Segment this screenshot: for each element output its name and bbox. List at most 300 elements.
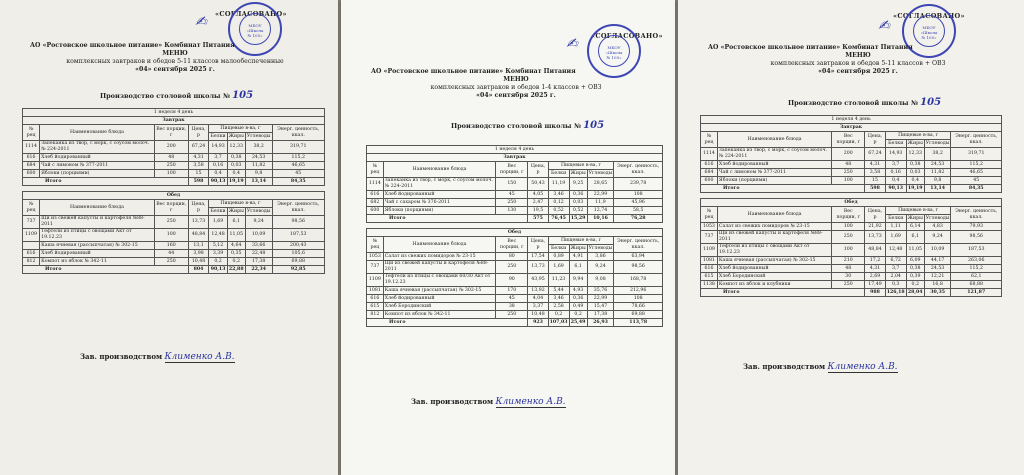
price: 4,31 [865, 265, 885, 273]
fat: 9,25 [569, 178, 587, 191]
price: 50,43 [528, 178, 548, 191]
menu-date: «04» сентября 2025 г. [476, 92, 556, 99]
menu-subtitle: комплексных завтраков и обедов 5-11 классов малообеспеченные [66, 58, 284, 65]
col-weight: Вес порции, г [496, 237, 528, 253]
col-fat: Жиры [228, 208, 244, 214]
total-price: 90,13 [885, 185, 906, 193]
col-price: Цена, р [188, 200, 209, 216]
meal-title: Обед [701, 199, 1002, 207]
carbs: 9,8 [245, 170, 272, 178]
col-rec: № рец [23, 200, 40, 216]
protein: 0,3 [885, 281, 906, 289]
col-rec: № рец [701, 132, 718, 148]
rec-number: 616 [367, 295, 384, 303]
fat: 0,39 [906, 273, 924, 281]
fat: 0,2 [569, 311, 587, 319]
table-row [23, 258, 325, 266]
price: 67,24 [865, 148, 885, 161]
dish-name: Яблоки (порциями) [717, 177, 831, 185]
total-protein: 15,29 [570, 215, 586, 221]
carbs: 16,8 [924, 281, 951, 289]
price: 4,31 [188, 154, 209, 162]
carbs: 33,66 [245, 242, 272, 250]
total-label: Итого [367, 215, 528, 223]
menu-sheet-2 [341, 0, 675, 475]
manager-signature-line [80, 352, 235, 362]
week-label: 1 неделя 4 день [23, 109, 325, 117]
col-nutrients: Пищевые в-ва, г [548, 237, 614, 245]
price: 15 [865, 177, 885, 185]
protein: 14,93 [209, 141, 227, 154]
price: 4,04 [528, 295, 548, 303]
approval-signature: ✍︎ [878, 18, 890, 34]
total-fat: 22,34 [245, 266, 272, 274]
production-label: Производство столовой школы № [451, 122, 581, 130]
protein: 5,44 [548, 287, 569, 295]
dish-name: Яблоки (порциями) [383, 207, 495, 215]
energy: 45,96 [614, 199, 663, 207]
table-row [23, 216, 325, 229]
col-nutrients: Пищевые в-ва, г [548, 162, 614, 170]
portion-weight: 250 [496, 261, 528, 274]
portion-weight: 100 [832, 177, 865, 185]
price: 13,1 [188, 242, 209, 250]
col-energy: Энерг. ценность, ккал. [614, 237, 663, 253]
carbs: 15,47 [587, 303, 614, 311]
approval-signature: ✍︎ [195, 14, 207, 30]
carbs: 12,74 [587, 207, 614, 215]
portion-weight: 250 [832, 281, 865, 289]
protein: 3,7 [885, 161, 906, 169]
portion-weight: 44 [154, 250, 188, 258]
price: 19,5 [528, 207, 548, 215]
col-weight: Вес порции, г [496, 162, 528, 178]
col-rec: № рец [23, 125, 40, 141]
dish-name: Щи из свежей капусты и картофеля №88-2011 [383, 261, 495, 274]
col-fat: Жиры [228, 133, 244, 139]
school-number: 105 [920, 97, 942, 108]
dish-name: Салат из свежих помидоров № 23-15 [383, 253, 495, 261]
col-protein: Белки [885, 215, 906, 223]
total-protein: 19,19 [907, 185, 923, 191]
price: 3,98 [188, 250, 209, 258]
portion-weight: 250 [154, 162, 188, 170]
col-protein: Белки [210, 133, 226, 139]
protein: 0,2 [209, 258, 227, 266]
portion-weight: 250 [496, 199, 528, 207]
price: 13,73 [188, 216, 209, 229]
fat: 0,38 [906, 161, 924, 169]
rec-number: 1114 [367, 178, 384, 191]
approved-label: «СОГЛАСОВАНО» [591, 32, 663, 40]
price: 15 [188, 170, 209, 178]
fat: 6,09 [906, 257, 924, 265]
total-label: Итого [701, 289, 865, 297]
portion-weight: 100 [832, 244, 865, 257]
table-row [701, 161, 1002, 169]
price: 10,48 [188, 258, 209, 266]
rec-number: 615 [701, 273, 718, 281]
portion-weight: 38 [496, 303, 528, 311]
col-rec: № рец [701, 207, 718, 223]
price: 2,69 [865, 273, 885, 281]
org-name: АО «Ростовское школьное питание» Комбинат Питания [708, 44, 913, 51]
rec-number: 1053 [701, 223, 718, 231]
energy: 98,56 [614, 261, 663, 274]
org-name: АО «Ростовское школьное питание» Комбинат Питания [371, 68, 576, 75]
energy: 69,88 [614, 311, 663, 319]
energy: 187,53 [272, 229, 325, 242]
portion-weight: 48 [832, 161, 865, 169]
portion-weight: 30 [832, 273, 865, 281]
total-fat: 26,93 [587, 319, 614, 327]
total-price: 76,45 [548, 215, 569, 223]
col-price: Цена, р [865, 207, 885, 223]
meal-title-row [701, 124, 1002, 132]
rec-number: 737 [23, 216, 40, 229]
portion-weight: 48 [832, 265, 865, 273]
approval-signature: ✍︎ [566, 36, 578, 52]
carbs: 22,99 [587, 191, 614, 199]
table-row [701, 223, 1002, 231]
fat: 9,94 [569, 274, 587, 287]
energy: 46,65 [272, 162, 325, 170]
menu-header [708, 44, 1008, 76]
energy: 115,2 [272, 154, 325, 162]
dish-name: Салат из свежих помидоров № 23-15 [717, 223, 831, 231]
carbs: 24,53 [924, 161, 951, 169]
carbs: 9,24 [587, 261, 614, 274]
carbs: 3,86 [587, 253, 614, 261]
energy: 45 [951, 177, 1002, 185]
portion-weight: 100 [832, 223, 865, 231]
protein: 11,23 [548, 274, 569, 287]
portion-weight: 250 [154, 216, 188, 229]
portion-weight: 250 [832, 231, 865, 244]
col-carbs: Углеводы [588, 245, 613, 251]
col-protein: Белки [548, 245, 569, 253]
fat: 0,2 [906, 281, 924, 289]
fat: 0,38 [906, 265, 924, 273]
dish-name: Каша ячневая (рассыпчатая) № 302-15 [383, 287, 495, 295]
protein: 0,16 [885, 169, 906, 177]
portion-weight: 170 [496, 287, 528, 295]
portion-weight: 45 [496, 295, 528, 303]
menu-header [371, 68, 661, 100]
col-name: Наименование блюда [40, 125, 155, 141]
table-row [367, 287, 663, 295]
fat: 0,36 [569, 191, 587, 199]
total-weight: 575 [528, 215, 548, 223]
total-carbs: 84,35 [272, 178, 325, 186]
protein: 3,46 [548, 295, 569, 303]
rec-number: 737 [367, 261, 384, 274]
header-row [701, 207, 1002, 215]
carbs: 10,09 [924, 244, 951, 257]
rec-number: 812 [367, 311, 384, 319]
table-row [23, 170, 325, 178]
dish-name: Хлеб йодированный [383, 295, 495, 303]
manager-signature-line [743, 362, 898, 372]
production-line [788, 97, 941, 108]
header-row [701, 132, 1002, 140]
fat: 11,05 [227, 229, 245, 242]
menu-title: МЕНЮ [503, 76, 529, 83]
table-row [367, 311, 663, 319]
carbs: 17,38 [587, 311, 614, 319]
dish-name: Компот из яблок и клубники [717, 281, 831, 289]
total-row [701, 185, 1002, 193]
fat: 11,05 [906, 244, 924, 257]
rec-number: 1081 [701, 257, 718, 265]
meal-title-row [23, 192, 325, 200]
table-row [367, 207, 663, 215]
menu-title: МЕНЮ [162, 50, 188, 57]
table-row [701, 281, 1002, 289]
portion-weight: 160 [154, 242, 188, 250]
rec-number: 616 [23, 250, 40, 258]
rec-number: 600 [23, 170, 40, 178]
total-price: 90,13 [210, 266, 226, 272]
fat: 0,49 [569, 303, 587, 311]
energy: 98,56 [951, 231, 1002, 244]
protein: 3,7 [209, 154, 227, 162]
col-energy: Энерг. ценность, ккал. [951, 207, 1002, 223]
manager-label: Зав. производством [411, 397, 494, 406]
protein: 0,4 [885, 177, 906, 185]
rec-number: 1053 [367, 253, 384, 261]
price: 3,37 [528, 303, 548, 311]
portion-weight: 250 [154, 258, 188, 266]
carbs: 24,53 [924, 265, 951, 273]
week-label: 1 неделя 4 день [701, 116, 1002, 124]
energy: 58,5 [614, 207, 663, 215]
energy: 263,06 [951, 257, 1002, 265]
total-price: 107,03 [549, 319, 568, 325]
portion-weight: 48 [154, 154, 188, 162]
col-name: Наименование блюда [383, 237, 495, 253]
fat: 12,33 [906, 148, 924, 161]
protein: 11,19 [548, 178, 569, 191]
col-price: Цена, р [528, 162, 548, 178]
fat: 0,2 [227, 258, 245, 266]
menu-subtitle: комплексных завтраков и обедов 5-11 классов + ОВЗ [770, 60, 946, 67]
rec-number: 1114 [701, 148, 718, 161]
carbs: 4,83 [924, 223, 951, 231]
carbs: 9,08 [587, 274, 614, 287]
portion-weight: 90 [496, 274, 528, 287]
total-carbs: 121,87 [951, 289, 1002, 297]
col-rec: № рец [367, 162, 384, 178]
fat: 0,36 [569, 295, 587, 303]
table-row [701, 231, 1002, 244]
table-row [23, 250, 325, 258]
school-number: 105 [583, 120, 605, 131]
energy: 68,88 [951, 281, 1002, 289]
total-weight: 804 [188, 266, 209, 274]
protein: 0,12 [548, 199, 569, 207]
table-row [701, 177, 1002, 185]
col-nutrients: Пищевые в-ва, г [209, 200, 272, 208]
rec-number: 616 [23, 154, 40, 162]
meal-title-row [367, 154, 663, 162]
school-number: 105 [232, 90, 254, 101]
total-label: Итого [701, 185, 865, 193]
price: 48,84 [865, 244, 885, 257]
energy: 62,1 [951, 273, 1002, 281]
protein: 0,52 [548, 207, 569, 215]
carbs: 44,17 [924, 257, 951, 265]
table-row [23, 162, 325, 170]
dish-name: Тефтели из птицы с овощами 60/30 Акт от 19.12.23 [383, 274, 495, 287]
fat: 0,52 [569, 207, 587, 215]
total-protein: 25,49 [570, 319, 586, 325]
total-protein: 28,04 [907, 289, 923, 295]
total-weight: 598 [865, 185, 885, 193]
fat: 4,93 [569, 287, 587, 295]
dish-name: Щи из свежей капусты и картофеля №88-2011 [717, 231, 831, 244]
energy: 168,78 [614, 274, 663, 287]
col-weight: Вес порции, г [154, 125, 188, 141]
week-row [23, 109, 325, 117]
price: 13,92 [528, 287, 548, 295]
portion-weight: 210 [832, 257, 865, 265]
rec-number: 682 [367, 199, 384, 207]
protein: 0,2 [548, 311, 569, 319]
total-carbs: 113,78 [614, 319, 663, 327]
rec-number: 684 [701, 169, 718, 177]
dish-name: Запеканка из твор, с морк, с соусом молоч. № 224-2011 [717, 148, 831, 161]
protein: 6,72 [885, 257, 906, 265]
carbs: 11,9 [587, 199, 614, 207]
approved-label: «СОГЛАСОВАНО» [893, 12, 965, 20]
protein: 14,93 [885, 148, 906, 161]
energy: 63,94 [614, 253, 663, 261]
protein: 3,7 [885, 265, 906, 273]
col-price: Цена, р [865, 132, 885, 148]
dish-name: Щи из свежей капусты и картофеля №88-2011 [40, 216, 155, 229]
rec-number: 600 [367, 207, 384, 215]
rec-number: 1081 [367, 287, 384, 295]
fat: 0,03 [569, 199, 587, 207]
carbs: 35,76 [587, 287, 614, 295]
dish-name: Чай с сахаром № 376-2011 [383, 199, 495, 207]
menu-date: «04» сентября 2025 г. [818, 68, 898, 75]
production-line [451, 120, 604, 131]
col-carbs: Углеводы [246, 208, 271, 214]
col-energy: Энерг. ценность, ккал. [614, 162, 663, 178]
protein: 5,12 [209, 242, 227, 250]
total-carbs: 92,85 [272, 266, 325, 274]
rec-number: 616 [701, 265, 718, 273]
rec-number: 616 [367, 191, 384, 199]
total-price: 126,18 [886, 289, 905, 295]
energy: 105,6 [272, 250, 325, 258]
manager-label: Зав. производством [80, 352, 163, 361]
col-energy: Энерг. ценность, ккал. [272, 200, 325, 216]
col-carbs: Углеводы [925, 140, 950, 146]
meal-title: Завтрак [701, 124, 1002, 132]
dish-name: Каша ячневая (рассыпчатая) № 302-15 [717, 257, 831, 265]
col-weight: Вес порции, г [832, 132, 865, 148]
table-row [23, 154, 325, 162]
week-row [701, 116, 1002, 124]
price: 4,05 [528, 191, 548, 199]
col-fat: Жиры [907, 215, 923, 221]
fat: 6,1 [906, 231, 924, 244]
meal-title-row [367, 229, 663, 237]
portion-weight: 250 [832, 169, 865, 177]
protein: 1,69 [548, 261, 569, 274]
rec-number: 1109 [701, 244, 718, 257]
table-row [367, 295, 663, 303]
table-row [367, 303, 663, 311]
dish-name: Хлеб йодированный [383, 191, 495, 199]
fat: 6,1 [569, 261, 587, 274]
dish-name: Запеканка из твор, с морк, с соусом молоч. № 224-2011 [40, 141, 155, 154]
price: 48,84 [188, 229, 209, 242]
week-row [367, 146, 663, 154]
total-fat: 30,35 [924, 289, 951, 297]
menu-table [700, 115, 1002, 297]
fat: 4,91 [569, 253, 587, 261]
col-energy: Энерг. ценность, ккал. [272, 125, 325, 141]
col-protein: Белки [548, 170, 569, 178]
col-protein: Белки [885, 140, 906, 148]
carbs: 22,48 [245, 250, 272, 258]
total-carbs: 76,28 [614, 215, 663, 223]
fat: 0,38 [227, 154, 245, 162]
menu-table [22, 108, 325, 274]
protein: 3,46 [548, 191, 569, 199]
week-label: 1 неделя 4 день [367, 146, 663, 154]
meal-title: Завтрак [367, 154, 663, 162]
portion-weight: 200 [154, 141, 188, 154]
dish-name: Яблоки (порциями) [40, 170, 155, 178]
menu-sheet-3 [678, 0, 1024, 475]
total-weight: 923 [528, 319, 548, 327]
price: 4,31 [865, 161, 885, 169]
energy: 98,56 [272, 216, 325, 229]
energy: 319,71 [272, 141, 325, 154]
energy: 239,78 [614, 178, 663, 191]
dish-name: Каша ячневая (рассыпчатая) № 302-15 [40, 242, 155, 250]
protein: 0,89 [548, 253, 569, 261]
portion-weight: 45 [496, 191, 528, 199]
energy: 319,71 [951, 148, 1002, 161]
energy: 78,66 [614, 303, 663, 311]
energy: 115,2 [951, 161, 1002, 169]
price: 17,54 [528, 253, 548, 261]
portion-weight: 150 [496, 178, 528, 191]
energy: 115,2 [951, 265, 1002, 273]
fat: 0,03 [227, 162, 245, 170]
price: 21,92 [865, 223, 885, 231]
production-line [100, 90, 253, 101]
total-row [23, 178, 325, 186]
portion-weight: 100 [154, 229, 188, 242]
protein: 0,4 [209, 170, 227, 178]
table-row [701, 169, 1002, 177]
total-label: Итого [367, 319, 528, 327]
manager-label: Зав. производством [743, 362, 826, 371]
energy: 79,93 [951, 223, 1002, 231]
fat: 0,35 [227, 250, 245, 258]
meal-title-row [23, 117, 325, 125]
menu-sheet-1 [0, 0, 338, 475]
carbs: 28,65 [587, 178, 614, 191]
col-carbs: Углеводы [588, 170, 613, 176]
